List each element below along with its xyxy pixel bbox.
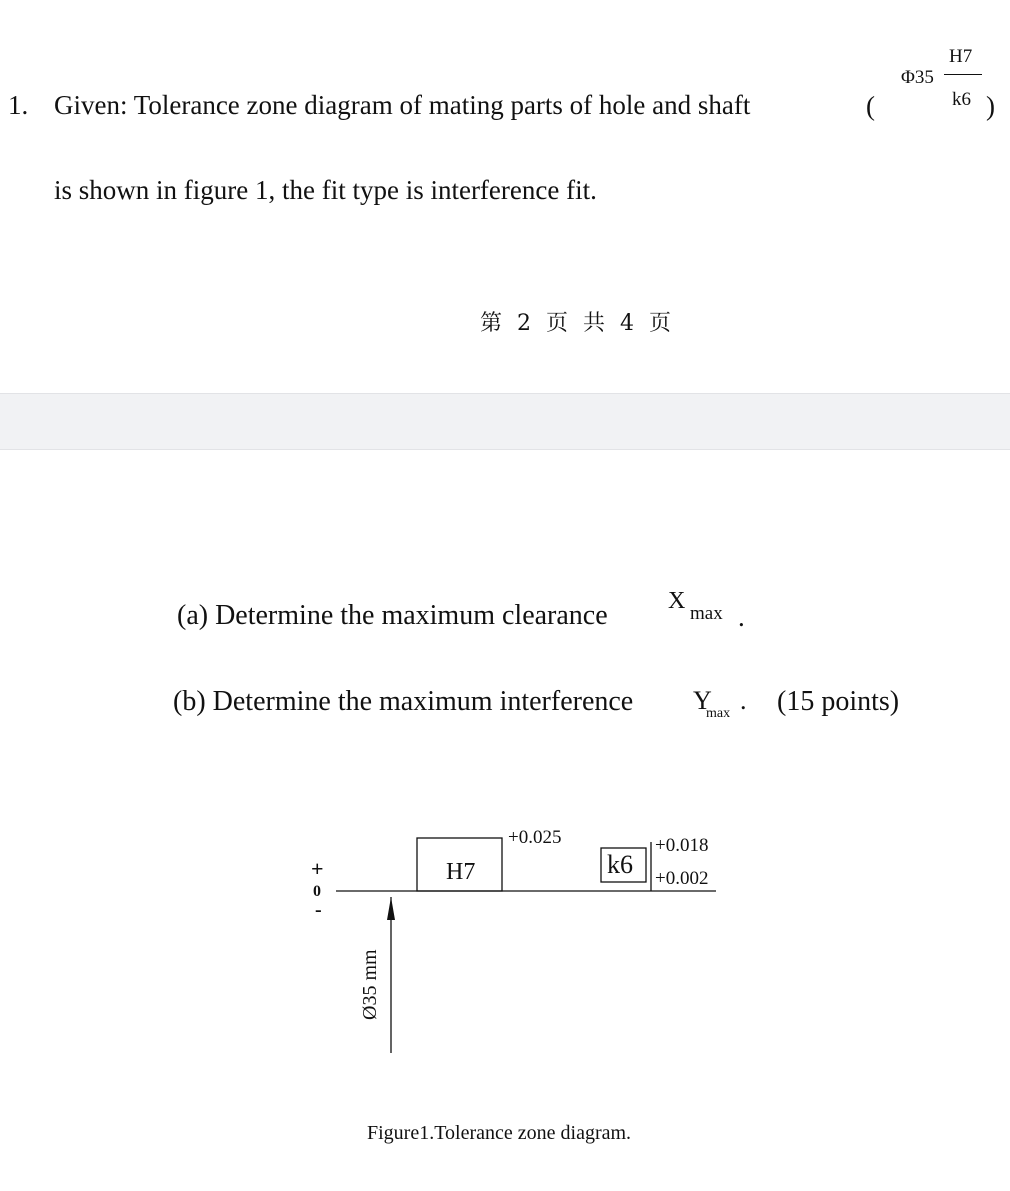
xmax-symbol: X xyxy=(668,588,686,614)
sign-plus: + xyxy=(311,856,324,881)
part-b-points: (15 points) xyxy=(777,686,900,717)
part-b-period: . xyxy=(740,686,747,715)
question-line-1: Given: Tolerance zone diagram of mating parts of hole and shaft xyxy=(54,90,751,120)
ymax-subscript: max xyxy=(706,706,731,721)
page-number-footer: 第 2 页 共 4 页 xyxy=(480,311,675,336)
hole-upper-deviation: +0.025 xyxy=(508,827,562,848)
fit-shaft-grade: k6 xyxy=(952,89,971,110)
fit-hole-grade: H7 xyxy=(949,46,973,67)
question-line-2: is shown in figure 1, the fit type is interference fit. xyxy=(54,175,597,205)
shaft-upper-deviation: +0.018 xyxy=(655,835,709,856)
part-a-text: (a) Determine the maximum clearance xyxy=(177,600,608,631)
figure-caption: Figure1.Tolerance zone diagram. xyxy=(367,1122,632,1144)
shaft-lower-deviation: +0.002 xyxy=(655,868,709,889)
part-a-period: . xyxy=(738,602,745,632)
hole-grade-label: H7 xyxy=(446,859,476,885)
sign-zero: 0 xyxy=(313,883,321,900)
fit-paren-open: ( xyxy=(866,91,875,121)
question-number: 1. xyxy=(8,90,29,120)
nominal-size-label: Ø35 mm xyxy=(359,949,381,1020)
ymax-symbol: Y xyxy=(693,686,712,715)
xmax-subscript: max xyxy=(690,603,723,624)
fit-nominal-size: Φ35 xyxy=(901,67,934,88)
dimension-arrowhead xyxy=(387,897,395,920)
shaft-grade-label: k6 xyxy=(607,850,633,879)
sign-minus: - xyxy=(315,899,322,921)
part-b-text: (b) Determine the maximum interference xyxy=(173,686,634,717)
fit-paren-close: ) xyxy=(986,91,995,121)
